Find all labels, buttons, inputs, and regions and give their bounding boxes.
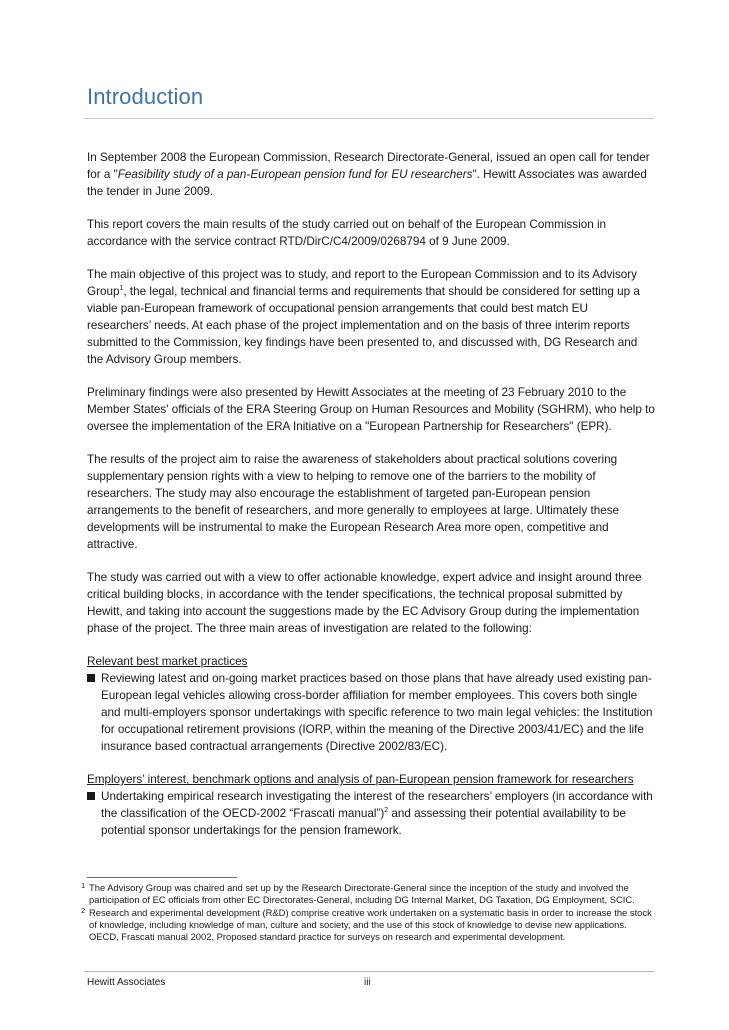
paragraph-3 <box>87 266 655 368</box>
paragraph-3-text-a: The main objective of this project was to study, and report to the European Commission and to its Advisory Group <box>87 268 638 298</box>
list-item-text: Reviewing latest and on-going market practices based on those plans that have already used existing pan-European legal vehicles allowing cross-border affiliation for member employees. This covers both single and multi-employers sponsor undertakings with specific reference to two main legal vehicles: the Institution for occupational retirement provisions (IORP, within the meaning of the Directive 2003/41/EC) and the life insurance based contractual arrangements (Directive 2002/83/EC). <box>101 672 653 753</box>
section-title-best-practices: Relevant best market practices <box>87 655 248 668</box>
paragraph-6: The study was carried out with a view to offer actionable knowledge, expert advice and insight around three critical building blocks, in accordance with the tender specifications, the technical proposal submitted by Hewitt, and taking into account the suggestions made by the EC Advisory Group during the implementation phase of the project. The three main areas of investigation are related to the following: <box>87 571 642 635</box>
footnote-number: 2 <box>81 905 86 915</box>
title-divider <box>84 118 654 119</box>
page-title: Introduction <box>87 84 204 109</box>
paragraph-1 <box>87 149 655 200</box>
footnotes <box>81 881 655 943</box>
paragraph-1-text-a: In September 2008 the European Commission, Research Directorate-General, issued an open call for tender for a " <box>87 151 650 181</box>
square-bullet-icon <box>87 674 95 682</box>
list-item <box>87 788 655 839</box>
list-item-text-b: and assessing their potential availability to be potential sponsor undertakings for the pension framework. <box>101 807 626 837</box>
footer-divider <box>84 971 654 972</box>
paragraph-2: This report covers the main results of the study carried out on behalf of the European Commission in accordance with the service contract RTD/DirC/C4/2009/0268794 of 9 June 2009. <box>87 218 607 248</box>
footnote-ref-2: 2 <box>384 807 389 814</box>
footnote-ref-1: 1 <box>119 285 124 292</box>
footnote-2 <box>81 905 655 944</box>
footnote-separator <box>87 877 237 878</box>
study-title-italic: Feasibility study of a pan-European pension fund for EU researchers <box>117 168 473 181</box>
footnote-text: Research and experimental development (R&D) comprise creative work undertaken on a systematic basis in order to increase the stock of knowledge, including knowledge of man, culture and society, and the use of this stock of knowledge to devise new applications. OECD, Frascati manual 2002, Proposed standard practice for surveys on research and experimental development. <box>89 906 652 943</box>
body-text <box>87 149 655 855</box>
paragraph-1-text-b: ". Hewitt Associates was awarded the tender in June 2009. <box>87 168 647 198</box>
paragraph-5: The results of the project aim to raise the awareness of stakeholders about practical solutions covering supplementary pension rights with a view to helping to remove one of the barriers to the mobility of researchers. The study may also encourage the establishment of targeted pan-European pension arrangements to the benefit of researchers, and more generally to employees at large. Ultimately these developments will be instrumental to make the European Research Area more open, competitive and attractive. <box>87 453 620 551</box>
footnote-number: 1 <box>81 881 86 890</box>
footer-company: Hewitt Associates <box>87 977 166 988</box>
paragraph-3-text-b: , the legal, technical and financial terms and requirements that should be considered for setting up a viable pan-European framework of occupational pension arrangements that could best match EU researchers’ needs. At each phase of the project implementation and on the basis of three interim reports submitted to the Commission, key findings have been presented to, and discussed with, DG Research and the Advisory Group members. <box>87 285 640 366</box>
footnote-1 <box>81 881 655 907</box>
section-title-employers-interest: Employers’ interest, benchmark options and analysis of pan-European pension framework for researchers <box>87 773 634 786</box>
square-bullet-icon <box>87 792 95 800</box>
paragraph-4: Preliminary findings were also presented by Hewitt Associates at the meeting of 23 February 2010 to the Member States' officials of the ERA Steering Group on Human Resources and Mobility (SGHRM), who help to oversee the implementation of the ERA Initiative on a "European Partnership for Researchers" (EPR). <box>87 386 655 433</box>
page-number: iii <box>364 977 371 988</box>
footnote-text: The Advisory Group was chaired and set up by the Research Directorate-General since the inception of the study and involved the participation of EC officials from other EC Directorates-General, including DG Internal Market, DG Taxation, DG Employment, SCIC. <box>89 882 635 906</box>
list-item-text-a: Undertaking empirical research investigating the interest of the researchers’ employers (in accordance with the classification of the OECD-2002 “Frascati manual”) <box>101 790 653 820</box>
list-item <box>87 670 655 755</box>
